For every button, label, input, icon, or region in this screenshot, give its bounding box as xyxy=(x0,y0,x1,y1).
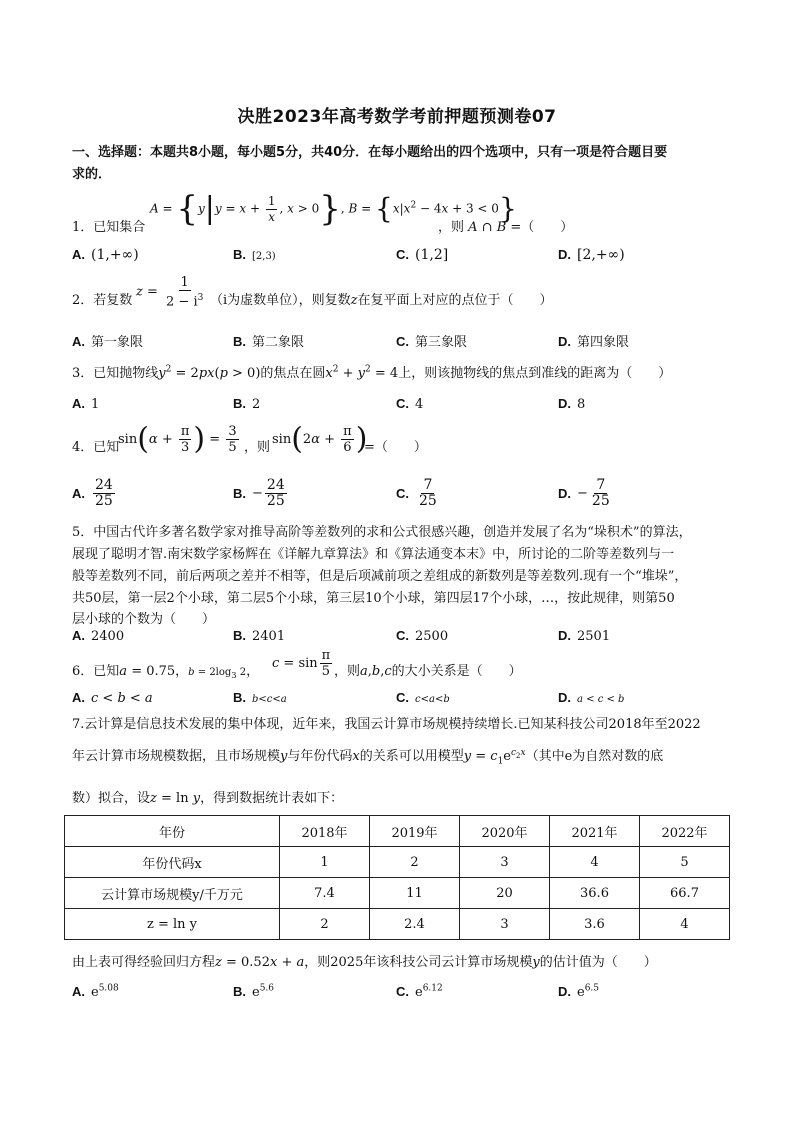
q7-option-value: $e^{5.6}$ xyxy=(252,984,275,1001)
q7-option-value: $e^{6.12}$ xyxy=(415,984,443,1001)
question-5-line4: 共50层，第一层2个小球，第二层5个小球，第三层10个小球，第四层17个小球，…，按此规律，则第50 xyxy=(72,591,675,606)
q4-option-b[interactable]: B. − $\frac{24}{25}$ xyxy=(233,477,285,509)
set-a-expression: A = {y|y = x + $\frac{1}{x}$ , x > 0}, $B = \{x|x^2 - 4x + 3 < 0\}$ xyxy=(150,189,517,229)
q4-option-d[interactable]: D. − $\frac{7}{25}$ xyxy=(558,477,610,509)
table-cell: 2018年 xyxy=(280,816,370,847)
exam-page: 决胜2023年高考数学考前押题预测卷07 一、选择题：本题共8小题，每小题5分，共40分．在每小题给出的四个选项中，只有一项是符合题目要 求的． 1．已知集合 A = {y|y = x + $\frac{1}{x}$ , x > 0}, $B = \{x|x^2 - 4x + 3 < 0\}$ ，则 A ∩ B =（ ） A. (1,+∞) B. [2,3) C. (1,2] D. [2,+∞) 2．若复数 z = $\frac{1}{2 - i^3}$ （i为虚数单位），则复数z在复平面上对应的点位于（ ） A. 第一象限 B. 第二象限 C. 第三象限 D. 第四象限 3．已知抛物线$y^2 = 2px(p > 0)$的焦点在圆$x^2 + y^2 = 4$上，则该抛物线的焦点到准线的距离为（ ） A. 1 B. 2 C. 4 D. 8 4．已知 sin(α + $\frac{\pi}{3}$ ) = $\frac{3}{5}$ ，则 sin(2α + $\frac{\pi}{6}$ ) =（ ） A. $\frac{24}{25}$ B. − $\frac{24}{25}$ C. $\frac{7}{25}$ D. − $\frac{7}{25}$ 5．中国古代许多著名数学家对推导高阶等差数列的求和公式很感兴趣，创造并发展了名为“垛积术”的算法， 展现了聪明才智.南宋数学家杨辉在《详解九章算法》和《算法通变本末》中，所讨论的二阶等差数列与一 般等差数列不同，前后两项之差并不相等，但是后项减前项之差组成的新数列是等差数列.现有一个“堆垛”， 共50层，第一层2个小球，第二层5个小球，第三层10个小球，第四层17个小球，…，按此规律，则第50 层小球的个数为（ ） A. 2400 B. 2401 C. 2500 D. 2501 6．已知a = 0.75，$b = 2\log_3$ 2， c = sin $\frac{\pi}{5}$ ，则a,b,c的大小关系是（ ） A. c < b < a B. b<c<a C. c<a<b D. a < c < b 7.云计算是信息技术发展的集中体现，近年来，我国云计算市场规模持续增长.已知某科技公司2018年至2022 年云计算市场规模数据，且市场规模y与年份代码x的关系可以用模型$y = c_1e^{c_2x}$（其中e为自然对数的底 数）拟合，设z = ln y，得到数据统计表如下： 年份 2018年 2019年 2020年 2021年 2022年 年份代码x 1 2 3 4 5 云计算市场规模y/千万元 7.4 11 20 36.6 66.7 z = ln y 2 2.4 3 3.6 4 由上表可得经验回归方程z = 0.52x + a，则2025年该科技公司云计算市场规模y的估计值为（ ） A. $e^{5.08}$ B. $e^{5.6}$ C. $e^{6.12}$ D. $e^{6.5}$ xyxy=(0,0,794,1123)
question-5-line5: 层小球的个数为（ ） xyxy=(72,612,216,627)
question-3: 3．已知抛物线$y^2 = 2px(p > 0)$的焦点在圆$x^2 + y^2 = 4$上，则该抛物线的焦点到准线的距离为（ ） xyxy=(72,364,672,381)
table-cell: 2019年 xyxy=(370,816,460,847)
q5-option-d[interactable]: D. 2501 xyxy=(558,628,611,644)
table-row xyxy=(65,847,730,878)
table-cell: 11 xyxy=(370,878,460,909)
table-cell: 2.4 xyxy=(370,909,460,940)
q5-option-a[interactable]: A. 2400 xyxy=(72,628,125,644)
table-cell: 2022年 xyxy=(640,816,730,847)
q7-option-value: $e^{5.08}$ xyxy=(91,984,119,1001)
z-fraction: z = $\frac{1}{2 - i^3}$ xyxy=(136,275,204,310)
question-5-line1: 5．中国古代许多著名数学家对推导高阶等差数列的求和公式很感兴趣，创造并发展了名为“垛积术”的算法， xyxy=(72,525,692,540)
question-7-line2: 年云计算市场规模数据，且市场规模y与年份代码x的关系可以用模型$y = c_1e^{c_2x}$（其中e为自然对数的底 xyxy=(72,747,664,767)
q1-option-b[interactable]: B. [2,3) xyxy=(233,247,276,262)
q7-option-b[interactable]: B. $e^{5.6}$ xyxy=(233,984,275,1001)
table-cell: 2020年 xyxy=(460,816,550,847)
section-instructions-line1: 一、选择题：本题共8小题，每小题5分，共40分．在每小题给出的四个选项中，只有一项是符合题目要 xyxy=(72,145,668,160)
table-cell: 4 xyxy=(550,847,640,878)
table-cell: 5 xyxy=(640,847,730,878)
question-7-after-table: 由上表可得经验回归方程z = 0.52x + a，则2025年该科技公司云计算市场规模y的估计值为（ ） xyxy=(72,955,657,970)
table-row xyxy=(65,909,730,940)
table-cell: 36.6 xyxy=(550,878,640,909)
table-cell: 2 xyxy=(280,909,370,940)
table-row-label: 云计算市场规模y/千万元 xyxy=(65,878,280,909)
q1-option-c[interactable]: C. (1,2] xyxy=(396,247,449,263)
q1-option-d[interactable]: D. [2,+∞) xyxy=(558,247,625,263)
q1-option-a[interactable]: A. (1,+∞) xyxy=(72,247,139,263)
q3-option-c[interactable]: C. 4 xyxy=(396,396,424,412)
table-cell: 3.6 xyxy=(550,909,640,940)
q2-option-b[interactable]: B. 第二象限 xyxy=(233,334,305,350)
data-table xyxy=(64,815,730,940)
q5-option-b[interactable]: B. 2401 xyxy=(233,628,286,644)
q3-option-b[interactable]: B. 2 xyxy=(233,396,261,412)
table-cell: 66.7 xyxy=(640,878,730,909)
q3-option-d[interactable]: D. 8 xyxy=(558,396,586,412)
table-cell: 2 xyxy=(370,847,460,878)
question-5-line3: 般等差数列不同，前后两项之差并不相等，但是后项减前项之差组成的新数列是等差数列.现有一个“堆垛”， xyxy=(72,569,688,584)
question-7-line3: 数）拟合，设z = ln y，得到数据统计表如下： xyxy=(72,791,344,806)
q7-option-d[interactable]: D. $e^{6.5}$ xyxy=(558,984,600,1001)
table-row-label: 年份 xyxy=(65,816,280,847)
q5-option-c[interactable]: C. 2500 xyxy=(396,628,449,644)
q7-option-value: $e^{6.5}$ xyxy=(577,984,600,1001)
table-row-label: 年份代码x xyxy=(65,847,280,878)
table-cell: 2021年 xyxy=(550,816,640,847)
q4-given-expression: sin(α + $\frac{\pi}{3}$ ) = $\frac{3}{5}$ xyxy=(118,421,237,457)
q2-option-c[interactable]: C. 第三象限 xyxy=(396,334,468,350)
q7-option-a[interactable]: A. $e^{5.08}$ xyxy=(72,984,119,1001)
q4-option-c[interactable]: C. $\frac{7}{25}$ xyxy=(396,477,437,509)
table-cell: 7.4 xyxy=(280,878,370,909)
table-cell: 4 xyxy=(640,909,730,940)
q7-option-c[interactable]: C. $e^{6.12}$ xyxy=(396,984,443,1001)
table-cell: 20 xyxy=(460,878,550,909)
table-row-label: z = ln y xyxy=(65,909,280,940)
q2-option-a[interactable]: A. 第一象限 xyxy=(72,334,144,350)
q3-option-a[interactable]: A. 1 xyxy=(72,396,100,412)
c-sin-expression: c = sin $\frac{\pi}{5}$ xyxy=(272,648,331,679)
q6-option-a[interactable]: A. c < b < a xyxy=(72,690,153,706)
section-instructions-line2: 求的． xyxy=(72,167,112,182)
q4-option-a[interactable]: A. $\frac{24}{25}$ xyxy=(72,477,113,509)
table-cell: 3 xyxy=(460,847,550,878)
q6-option-d[interactable]: D. a < c < b xyxy=(558,690,625,705)
table-cell: 1 xyxy=(280,847,370,878)
page-title: 决胜2023年高考数学考前押题预测卷07 xyxy=(237,107,557,127)
q4-target-expression: sin(2α + $\frac{\pi}{6}$ ) xyxy=(272,421,368,457)
q6-option-c[interactable]: C. c<a<b xyxy=(396,690,450,705)
question-7-line1: 7.云计算是信息技术发展的集中体现，近年来，我国云计算市场规模持续增长.已知某科技公司2018年至2022 xyxy=(72,717,701,732)
q2-option-d[interactable]: D. 第四象限 xyxy=(558,334,630,350)
table-row xyxy=(65,878,730,909)
table-row xyxy=(65,816,730,847)
table-cell: 3 xyxy=(460,909,550,940)
q6-option-b[interactable]: B. b<c<a xyxy=(233,690,287,705)
question-5-line2: 展现了聪明才智.南宋数学家杨辉在《详解九章算法》和《算法通变本末》中，所讨论的二阶等差数列与一 xyxy=(72,547,675,562)
